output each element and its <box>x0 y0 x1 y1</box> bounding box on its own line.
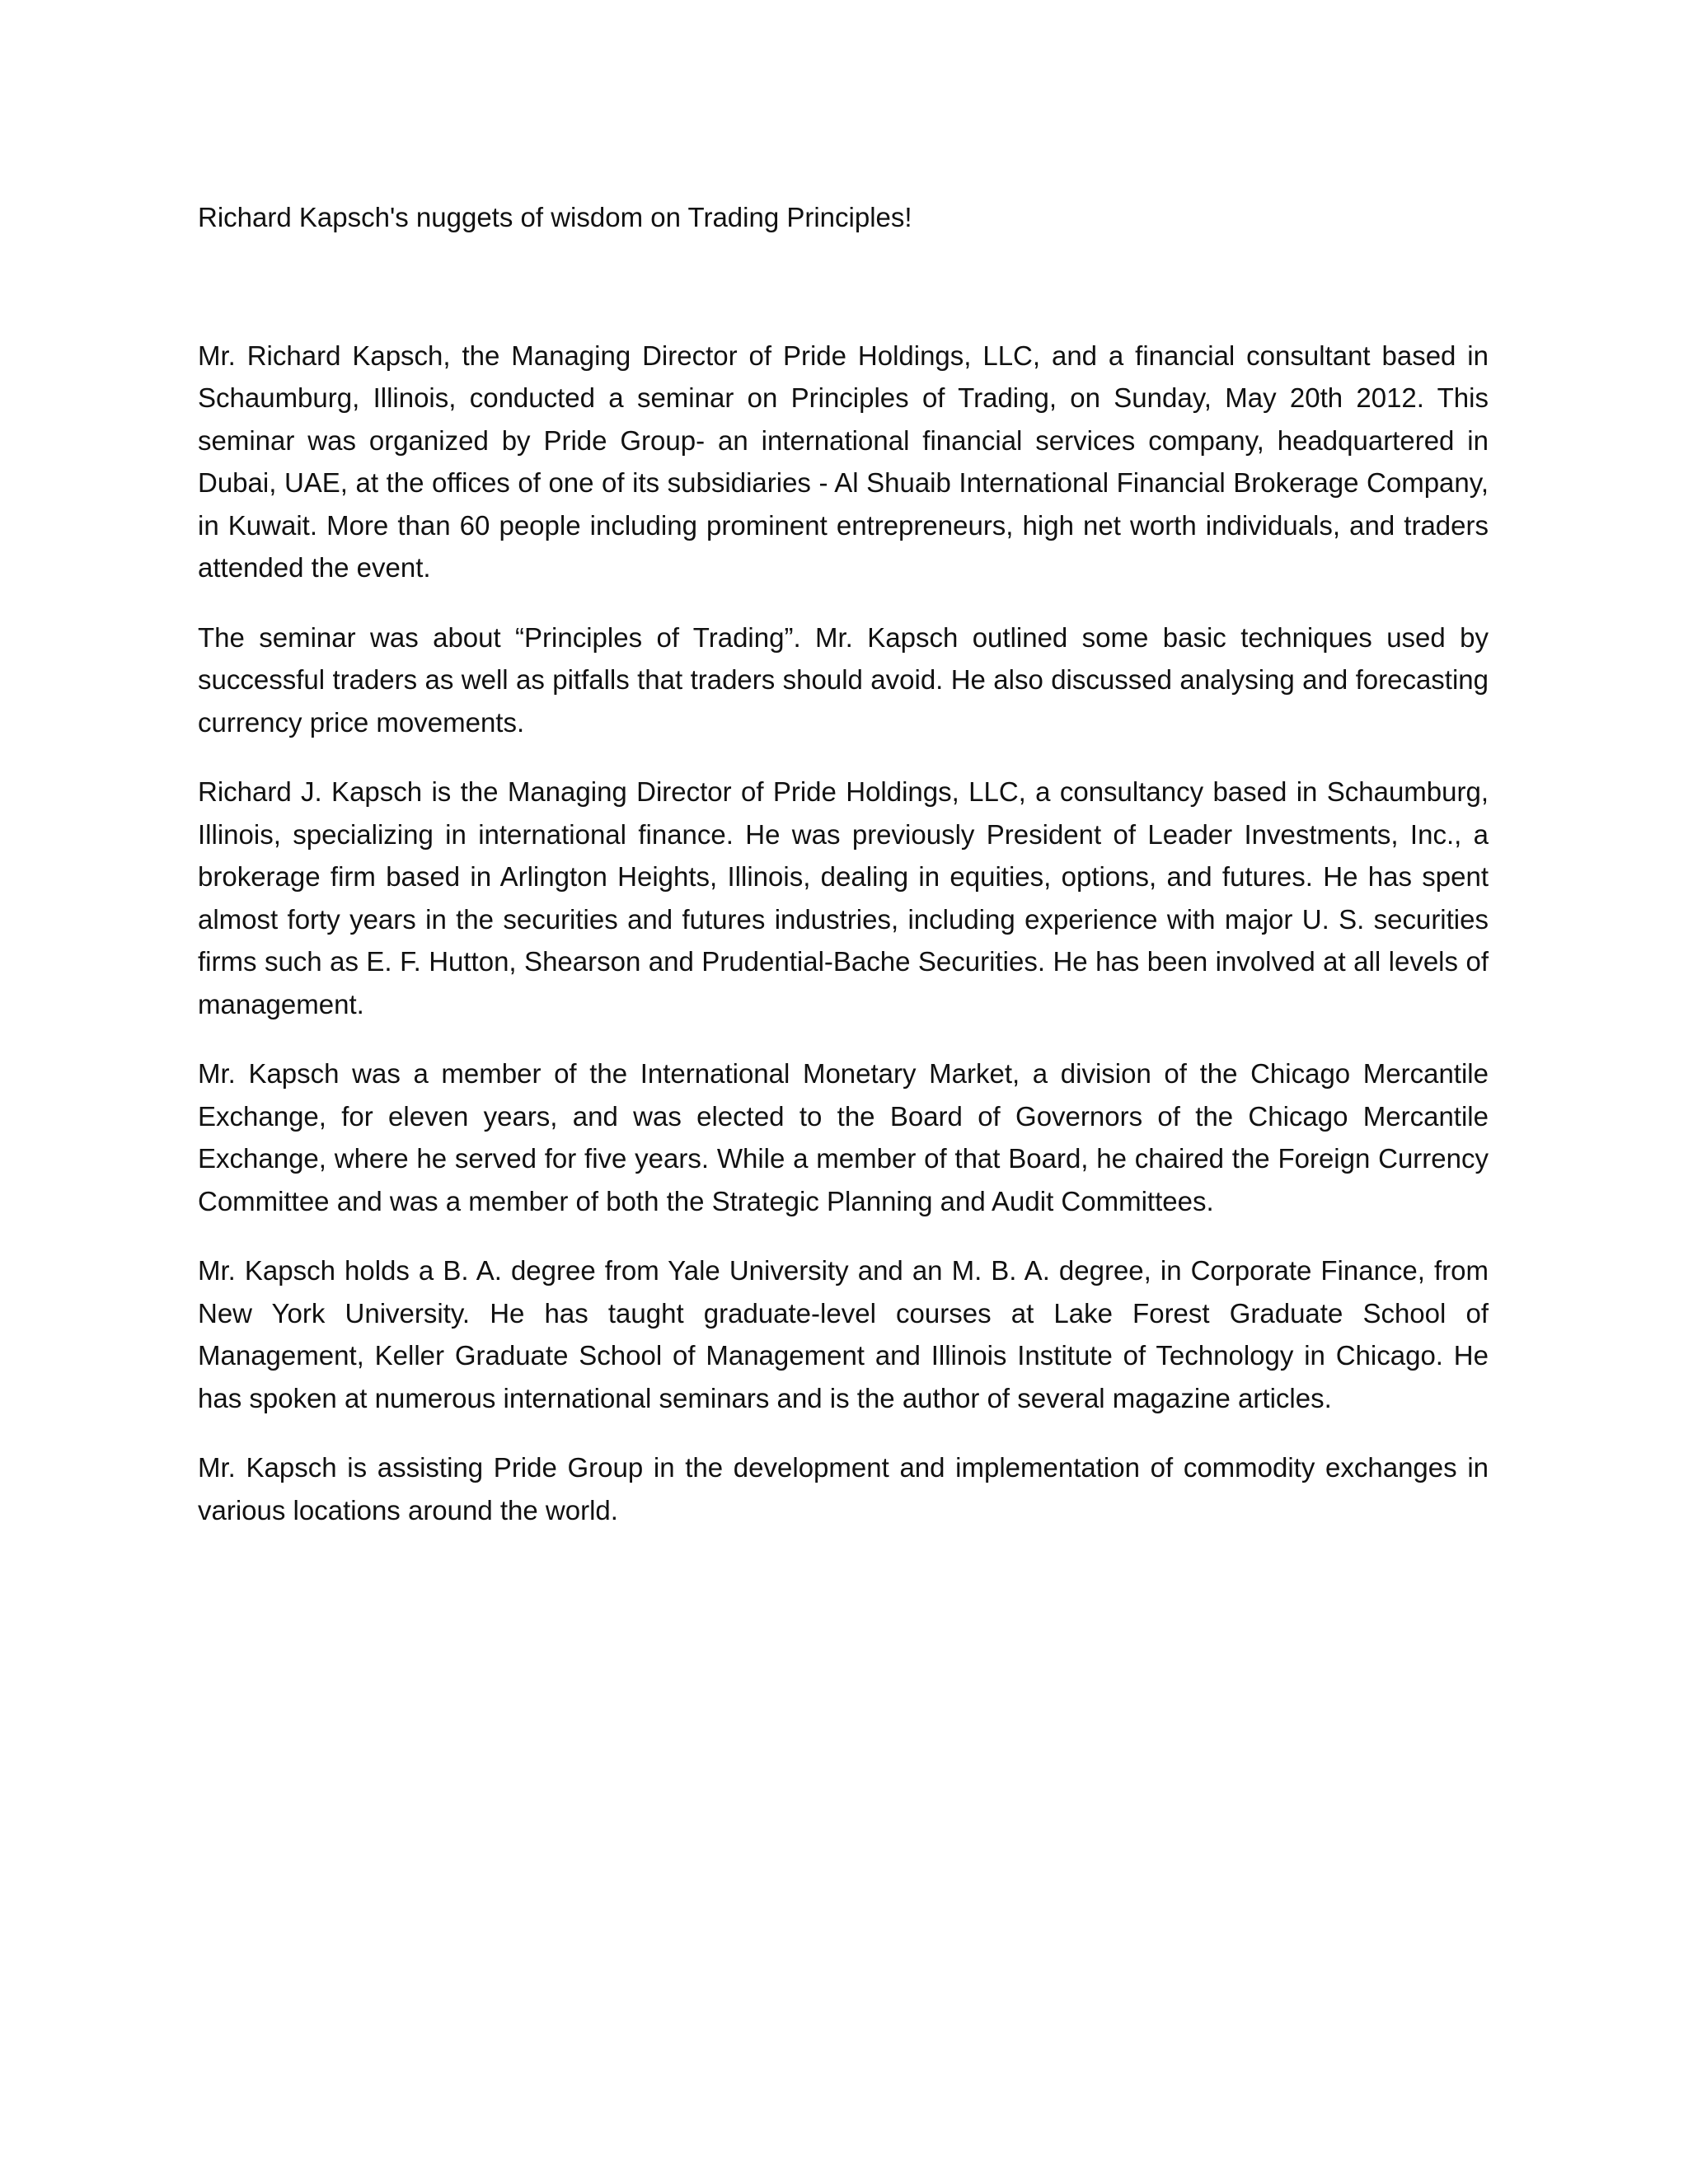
paragraph-seminar-topic: The seminar was about “Principles of Trading”. Mr. Kapsch outlined some basic techniques used by successful traders as well as pitfalls that traders should avoid. He also discussed analysing and forecasting currency price movements. <box>198 621 1489 738</box>
document-body <box>198 196 1489 1558</box>
document-title: Richard Kapsch's nuggets of wisdom on Trading Principles! <box>198 202 912 232</box>
paragraph-seminar-intro: Mr. Richard Kapsch, the Managing Director of Pride Holdings, LLC, and a financial consultant based in Schaumburg, Illinois, conducted a seminar on Principles of Trading, on Sunday, May 20th 2012. This seminar was organized by Pride Group- an international financial services company, headquartered in Dubai, UAE, at the offices of one of its subsidiaries - Al Shuaib International Financial Brokerage Company, in Kuwait. More than 60 people including prominent entrepreneurs, high net worth individuals, and traders attended the event. <box>198 340 1489 583</box>
paragraph-current-role: Mr. Kapsch is assisting Pride Group in the development and implementation of commodity exchanges in various locations around the world. <box>198 1452 1489 1526</box>
paragraph-biography: Richard J. Kapsch is the Managing Director of Pride Holdings, LLC, a consultancy based in Schaumburg, Illinois, specializing in international finance. He was previously President of Leader Investments, Inc., a brokerage firm based in Arlington Heights, Illinois, dealing in equities, options, and futures. He has spent almost forty years in the securities and futures industries, including experience with major U. S. securities firms such as E. F. Hutton, Shearson and Prudential-Bache Securities. He has been involved at all levels of management. <box>198 776 1489 1019</box>
paragraph-exchange-membership: Mr. Kapsch was a member of the International Monetary Market, a division of the Chicago Mercantile Exchange, for eleven years, and was elected to the Board of Governors of the Chicago Mercantile Exchange, where he served for five years. While a member of that Board, he chaired the Foreign Currency Committee and was a member of both the Strategic Planning and Audit Committees. <box>198 1058 1489 1216</box>
paragraph-education: Mr. Kapsch holds a B. A. degree from Yale University and an M. B. A. degree, in Corporate Finance, from New York University. He has taught graduate-level courses at Lake Forest Graduate School of Management, Keller Graduate School of Management and Illinois Institute of Technology in Chicago. He has spoken at numerous international seminars and is the author of several magazine articles. <box>198 1255 1489 1413</box>
